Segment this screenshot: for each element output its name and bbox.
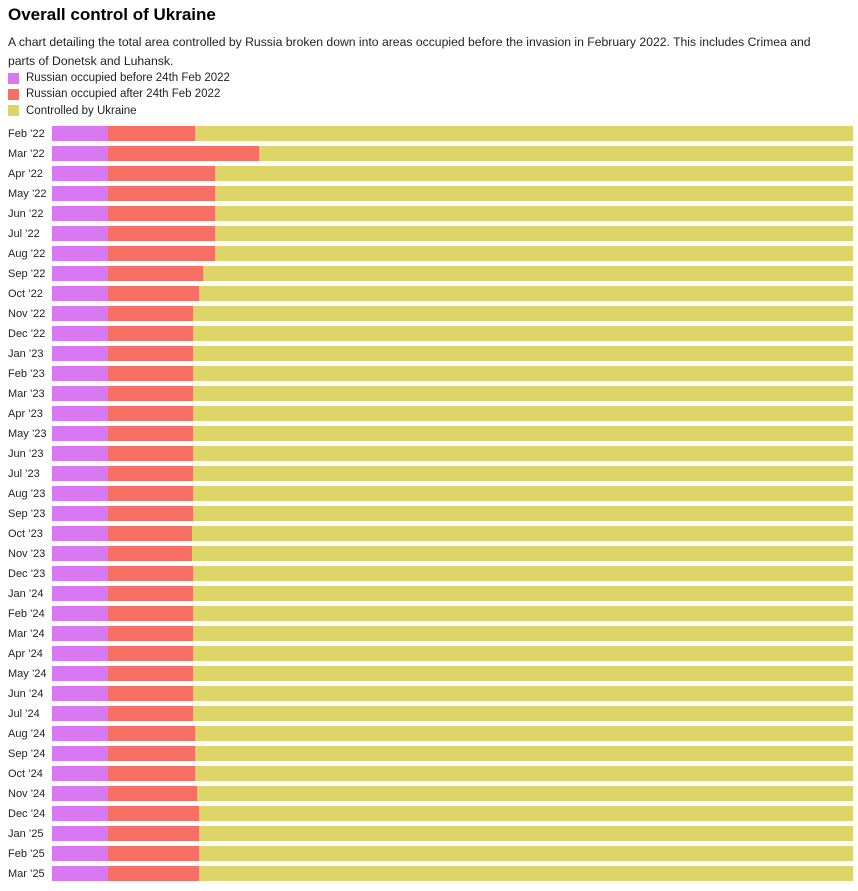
segment-russian-before (52, 586, 108, 602)
segment-russian-before (52, 466, 108, 482)
segment-russian-before (52, 726, 108, 742)
segment-ukraine (193, 566, 853, 582)
chart-row (0, 266, 858, 282)
segment-ukraine (193, 426, 853, 442)
stacked-bar (52, 226, 853, 242)
chart-row (0, 526, 858, 542)
stacked-bar (52, 386, 853, 402)
chart-row (0, 866, 858, 882)
stacked-bar (52, 866, 853, 882)
chart-row (0, 466, 858, 482)
segment-russian-after (108, 246, 215, 262)
legend-swatch (8, 73, 19, 84)
chart-row (0, 786, 858, 802)
stacked-bar (52, 466, 853, 482)
segment-ukraine (192, 526, 853, 542)
stacked-bar (52, 546, 853, 562)
stacked-bar (52, 486, 853, 502)
segment-russian-after (108, 286, 199, 302)
segment-russian-after (108, 226, 215, 242)
stacked-bar (52, 206, 853, 222)
chart-row (0, 306, 858, 322)
segment-russian-after (108, 126, 195, 142)
segment-russian-before (52, 646, 108, 662)
month-label: May ’23 (8, 427, 47, 440)
segment-russian-after (108, 206, 215, 222)
month-label: Jul ’22 (8, 227, 40, 240)
chart-row (0, 706, 858, 722)
stacked-bar (52, 726, 853, 742)
segment-ukraine (193, 486, 853, 502)
stacked-bar (52, 686, 853, 702)
segment-russian-after (108, 386, 193, 402)
segment-russian-after (108, 646, 193, 662)
segment-russian-before (52, 146, 108, 162)
segment-russian-before (52, 626, 108, 642)
chart-row (0, 726, 858, 742)
segment-russian-before (52, 186, 108, 202)
legend-label: Russian occupied before 24th Feb 2022 (26, 72, 230, 85)
month-label: Jun ’22 (8, 207, 44, 220)
segment-russian-before (52, 686, 108, 702)
segment-russian-before (52, 326, 108, 342)
segment-russian-before (52, 346, 108, 362)
stacked-bar (52, 786, 853, 802)
segment-russian-before (52, 786, 108, 802)
segment-russian-after (108, 146, 259, 162)
segment-russian-after (108, 606, 193, 622)
month-label: Dec ’22 (8, 327, 46, 340)
stacked-bar (52, 746, 853, 762)
month-label: Oct ’22 (8, 287, 43, 300)
segment-ukraine (199, 806, 853, 822)
segment-ukraine (192, 546, 853, 562)
segment-ukraine (215, 166, 853, 182)
chart-row (0, 846, 858, 862)
segment-russian-after (108, 406, 193, 422)
month-label: Aug ’24 (8, 727, 46, 740)
month-label: Nov ’23 (8, 547, 46, 560)
chart-row (0, 686, 858, 702)
month-label: Feb ’22 (8, 127, 45, 140)
stacked-bar (52, 506, 853, 522)
segment-ukraine (193, 666, 853, 682)
stacked-bar (52, 406, 853, 422)
segment-ukraine (215, 246, 853, 262)
stacked-bar (52, 766, 853, 782)
segment-russian-after (108, 426, 193, 442)
chart-row (0, 246, 858, 262)
stacked-bar (52, 606, 853, 622)
stacked-bar (52, 166, 853, 182)
segment-ukraine (193, 466, 853, 482)
segment-russian-before (52, 826, 108, 842)
segment-russian-after (108, 666, 193, 682)
segment-russian-before (52, 706, 108, 722)
legend-swatch (8, 89, 19, 100)
legend (8, 70, 858, 119)
segment-russian-before (52, 746, 108, 762)
month-label: Oct ’24 (8, 767, 43, 780)
chart-row (0, 746, 858, 762)
month-label: Apr ’24 (8, 647, 43, 660)
segment-russian-after (108, 326, 193, 342)
segment-russian-after (108, 686, 193, 702)
stacked-bar (52, 186, 853, 202)
segment-russian-before (52, 286, 108, 302)
chart-row (0, 346, 858, 362)
legend-label: Russian occupied after 24th Feb 2022 (26, 88, 221, 101)
chart-row (0, 386, 858, 402)
chart-row (0, 806, 858, 822)
chart-row (0, 366, 858, 382)
stacked-bar (52, 586, 853, 602)
month-label: Dec ’24 (8, 807, 46, 820)
stacked-bar (52, 326, 853, 342)
month-label: Jan ’24 (8, 587, 44, 600)
segment-ukraine (193, 646, 853, 662)
month-label: Feb ’24 (8, 607, 45, 620)
segment-russian-after (108, 266, 203, 282)
segment-russian-after (108, 166, 215, 182)
segment-russian-before (52, 666, 108, 682)
chart-row (0, 166, 858, 182)
month-label: Apr ’22 (8, 167, 43, 180)
stacked-bar (52, 846, 853, 862)
segment-russian-before (52, 566, 108, 582)
segment-ukraine (259, 146, 853, 162)
month-label: Jul ’23 (8, 467, 40, 480)
month-label: Sep ’22 (8, 267, 46, 280)
segment-ukraine (195, 726, 853, 742)
segment-russian-before (52, 406, 108, 422)
segment-ukraine (195, 766, 853, 782)
segment-russian-after (108, 806, 199, 822)
month-label: Sep ’24 (8, 747, 46, 760)
chart-row (0, 666, 858, 682)
segment-russian-before (52, 526, 108, 542)
month-label: Mar ’24 (8, 627, 45, 640)
month-label: Oct ’23 (8, 527, 43, 540)
segment-russian-after (108, 846, 199, 862)
chart-row (0, 646, 858, 662)
segment-ukraine (215, 186, 853, 202)
segment-russian-before (52, 866, 108, 882)
segment-ukraine (215, 226, 853, 242)
segment-ukraine (193, 606, 853, 622)
segment-ukraine (195, 746, 853, 762)
stacked-bar (52, 666, 853, 682)
month-label: Sep ’23 (8, 507, 46, 520)
stacked-bar (52, 366, 853, 382)
segment-russian-before (52, 766, 108, 782)
chart-row (0, 206, 858, 222)
stacked-bar (52, 626, 853, 642)
chart-container (0, 5, 858, 881)
segment-ukraine (193, 446, 853, 462)
page-title: Overall control of Ukraine (8, 5, 216, 24)
chart-row (0, 186, 858, 202)
month-label: Jan ’23 (8, 347, 44, 360)
segment-russian-before (52, 226, 108, 242)
chart-row (0, 826, 858, 842)
chart-row (0, 566, 858, 582)
segment-ukraine (199, 866, 853, 882)
month-label: Nov ’22 (8, 307, 46, 320)
legend-swatch (8, 105, 19, 116)
segment-ukraine (199, 286, 853, 302)
month-label: May ’22 (8, 187, 47, 200)
stacked-bar (52, 806, 853, 822)
chart-row (0, 406, 858, 422)
month-label: Nov ’24 (8, 787, 46, 800)
segment-russian-after (108, 446, 193, 462)
chart-row (0, 506, 858, 522)
segment-ukraine (199, 846, 853, 862)
segment-russian-after (108, 766, 195, 782)
stacked-bar (52, 566, 853, 582)
legend-label: Controlled by Ukraine (26, 104, 137, 117)
legend-item (8, 86, 858, 102)
stacked-bar (52, 286, 853, 302)
segment-ukraine (193, 706, 853, 722)
chart-row (0, 126, 858, 142)
stacked-bar (52, 126, 853, 142)
month-label: Aug ’22 (8, 247, 46, 260)
segment-russian-before (52, 306, 108, 322)
chart-row (0, 426, 858, 442)
chart-row (0, 586, 858, 602)
segment-russian-after (108, 466, 193, 482)
segment-russian-after (108, 786, 197, 802)
segment-ukraine (203, 266, 853, 282)
segment-ukraine (197, 786, 853, 802)
segment-russian-before (52, 546, 108, 562)
segment-russian-after (108, 366, 193, 382)
segment-russian-before (52, 846, 108, 862)
month-label: Feb ’25 (8, 847, 45, 860)
stacked-bar (52, 446, 853, 462)
segment-ukraine (193, 586, 853, 602)
stacked-bar (52, 426, 853, 442)
segment-ukraine (193, 326, 853, 342)
month-label: Jun ’23 (8, 447, 44, 460)
segment-russian-after (108, 486, 193, 502)
stacked-bar (52, 346, 853, 362)
segment-ukraine (215, 206, 853, 222)
chart-row (0, 226, 858, 242)
stacked-bar (52, 706, 853, 722)
segment-russian-after (108, 186, 215, 202)
month-label: Jun ’24 (8, 687, 44, 700)
segment-russian-before (52, 246, 108, 262)
segment-ukraine (193, 686, 853, 702)
month-label: Mar ’23 (8, 387, 45, 400)
chart-row (0, 546, 858, 562)
segment-russian-before (52, 206, 108, 222)
chart-row (0, 486, 858, 502)
month-label: Jan ’25 (8, 827, 44, 840)
segment-russian-before (52, 426, 108, 442)
segment-russian-after (108, 306, 193, 322)
segment-russian-after (108, 586, 193, 602)
stacked-bar (52, 646, 853, 662)
segment-russian-after (108, 566, 193, 582)
chart-row (0, 626, 858, 642)
month-label: Apr ’23 (8, 407, 43, 420)
month-label: Mar ’25 (8, 867, 45, 880)
segment-russian-after (108, 746, 195, 762)
stacked-bar (52, 826, 853, 842)
month-label: Aug ’23 (8, 487, 46, 500)
segment-ukraine (193, 346, 853, 362)
segment-russian-after (108, 346, 193, 362)
month-label: Feb ’23 (8, 367, 45, 380)
segment-russian-after (108, 726, 195, 742)
segment-russian-before (52, 266, 108, 282)
segment-russian-before (52, 386, 108, 402)
segment-russian-after (108, 866, 199, 882)
segment-russian-before (52, 166, 108, 182)
stacked-bar (52, 246, 853, 262)
chart-subtitle: A chart detailing the total area controlled by Russia broken down into areas occupied before the invasion in February 2022. This includes Crimea and parts of Donetsk and Luhansk. (8, 35, 811, 68)
legend-item (8, 70, 858, 86)
segment-russian-before (52, 446, 108, 462)
segment-russian-before (52, 506, 108, 522)
chart-row (0, 146, 858, 162)
segment-russian-after (108, 826, 199, 842)
month-label: Mar ’22 (8, 147, 45, 160)
chart (0, 126, 858, 882)
segment-ukraine (193, 626, 853, 642)
segment-russian-before (52, 606, 108, 622)
segment-russian-before (52, 806, 108, 822)
legend-item (8, 103, 858, 119)
stacked-bar (52, 306, 853, 322)
month-label: Jul ’24 (8, 707, 40, 720)
segment-russian-before (52, 366, 108, 382)
segment-russian-after (108, 626, 193, 642)
segment-ukraine (193, 366, 853, 382)
segment-russian-after (108, 546, 192, 562)
chart-row (0, 326, 858, 342)
chart-row (0, 766, 858, 782)
segment-russian-after (108, 526, 192, 542)
stacked-bar (52, 526, 853, 542)
segment-ukraine (193, 386, 853, 402)
month-label: Dec ’23 (8, 567, 46, 580)
stacked-bar (52, 146, 853, 162)
chart-row (0, 446, 858, 462)
segment-ukraine (193, 306, 853, 322)
segment-ukraine (199, 826, 853, 842)
chart-row (0, 606, 858, 622)
month-label: May ’24 (8, 667, 47, 680)
stacked-bar (52, 266, 853, 282)
segment-russian-before (52, 486, 108, 502)
segment-ukraine (193, 406, 853, 422)
segment-russian-after (108, 706, 193, 722)
segment-russian-before (52, 126, 108, 142)
segment-russian-after (108, 506, 193, 522)
segment-ukraine (193, 506, 853, 522)
chart-row (0, 286, 858, 302)
segment-ukraine (195, 126, 853, 142)
